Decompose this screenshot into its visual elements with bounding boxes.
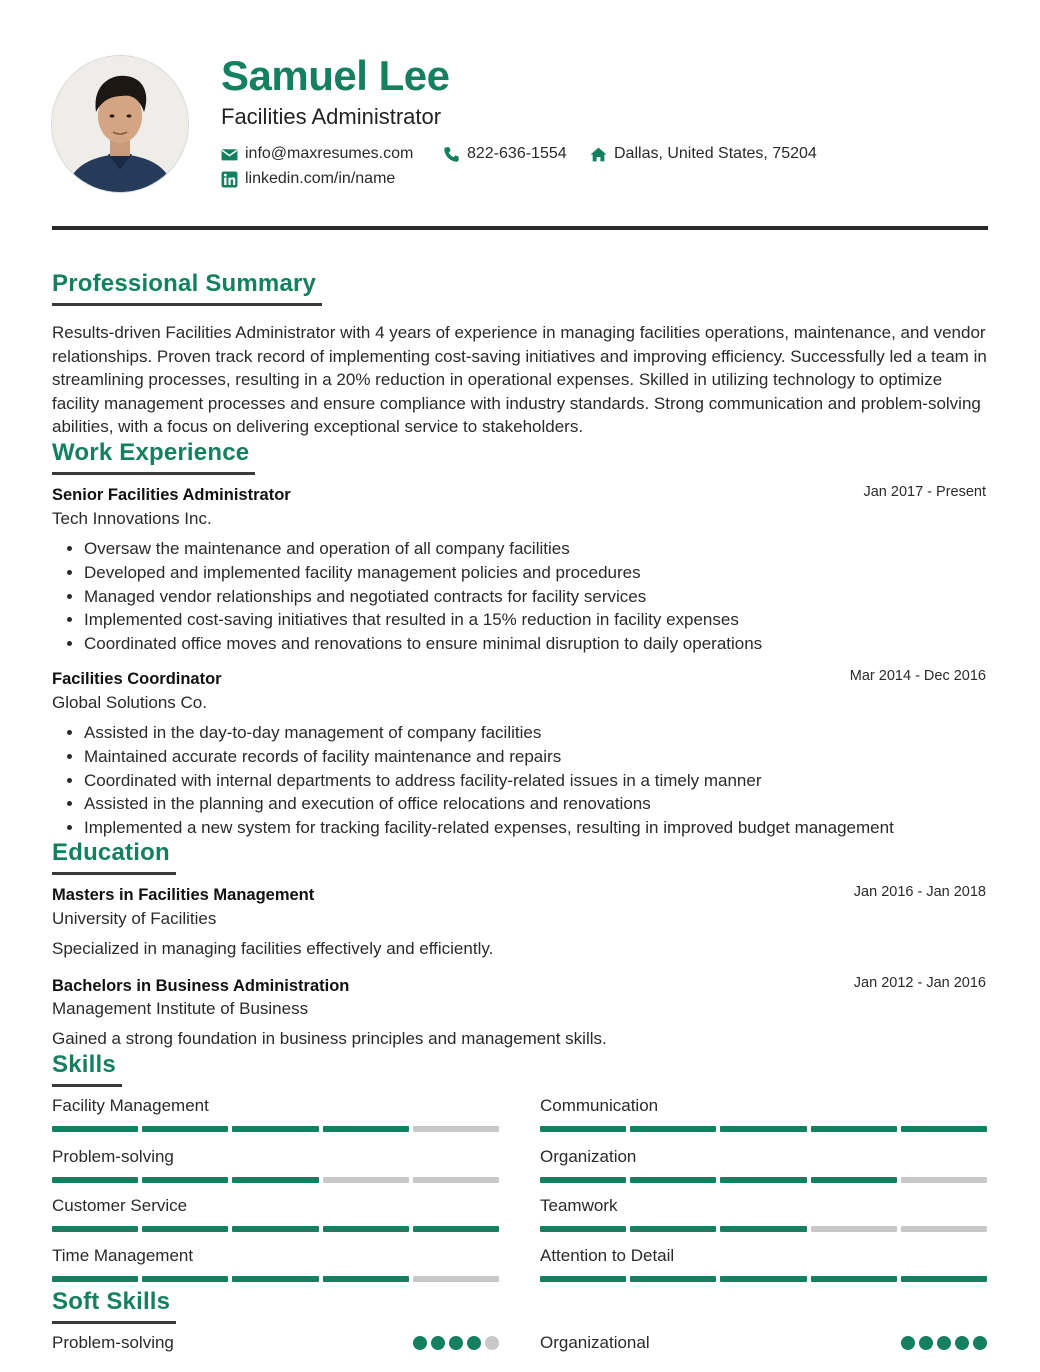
soft-skill-name: Problem-solving bbox=[52, 1333, 174, 1352]
rating-dot bbox=[413, 1336, 427, 1350]
rating-segment bbox=[52, 1177, 138, 1183]
soft-skill-rating-dots bbox=[413, 1336, 499, 1350]
rating-segment bbox=[540, 1177, 626, 1183]
job-bullets bbox=[52, 721, 1004, 840]
rating-segment bbox=[540, 1126, 626, 1132]
rating-dot bbox=[901, 1336, 915, 1350]
skills-heading-underline bbox=[52, 1084, 122, 1087]
list-item: • Maintained accurate records of facility maintenance and repairs bbox=[84, 745, 1004, 769]
rating-dot bbox=[449, 1336, 463, 1350]
experience-heading-underline bbox=[52, 472, 255, 475]
soft-skill-name: Organizational bbox=[540, 1333, 650, 1352]
skill-rating-bar bbox=[540, 1226, 987, 1232]
rating-segment bbox=[323, 1126, 409, 1132]
list-item: • Assisted in the planning and execution of office relocations and renovations bbox=[84, 792, 1004, 816]
summary-heading bbox=[52, 270, 316, 298]
skill-name: Communication bbox=[540, 1096, 659, 1115]
phone-contact[interactable] bbox=[443, 145, 567, 163]
rating-segment bbox=[232, 1126, 318, 1132]
rating-segment bbox=[52, 1226, 138, 1232]
job-company: Tech Innovations Inc. bbox=[52, 509, 212, 528]
location-contact bbox=[590, 145, 817, 163]
soft-skills-heading bbox=[52, 1288, 170, 1316]
degree-title: Bachelors in Business Administration bbox=[52, 977, 350, 995]
skill-rating-bar bbox=[540, 1126, 987, 1132]
rating-segment bbox=[413, 1126, 499, 1132]
job-title: Senior Facilities Administrator bbox=[52, 486, 291, 504]
experience-heading bbox=[52, 439, 249, 467]
skill-name: Problem-solving bbox=[52, 1147, 174, 1166]
rating-segment bbox=[720, 1276, 806, 1282]
skill-name: Facility Management bbox=[52, 1096, 209, 1115]
rating-dot bbox=[937, 1336, 951, 1350]
list-item: • Developed and implemented facility management policies and procedures bbox=[84, 561, 1004, 585]
skill-name: Organization bbox=[540, 1147, 637, 1166]
skills-heading-text: Skills bbox=[52, 1051, 116, 1078]
email-text[interactable]: info@maxresumes.com bbox=[245, 145, 414, 162]
summary-heading-underline bbox=[52, 303, 322, 306]
skill-rating-bar bbox=[52, 1226, 499, 1232]
candidate-name: Samuel Lee bbox=[221, 52, 450, 99]
degree-description: Specialized in managing facilities effectively and efficiently. bbox=[52, 939, 494, 958]
job-dates: Mar 2014 - Dec 2016 bbox=[849, 668, 986, 684]
rating-dot bbox=[919, 1336, 933, 1350]
education-heading-underline bbox=[52, 872, 176, 875]
list-item: • Coordinated office moves and renovations to ensure minimal disruption to daily operations bbox=[84, 632, 1004, 656]
rating-dot bbox=[955, 1336, 969, 1350]
rating-segment bbox=[901, 1276, 987, 1282]
rating-dot bbox=[973, 1336, 987, 1350]
rating-segment bbox=[720, 1177, 806, 1183]
rating-segment bbox=[323, 1226, 409, 1232]
list-item: • Managed vendor relationships and negotiated contracts for facility services bbox=[84, 585, 1004, 609]
summary-heading-text: Professional Summary bbox=[52, 270, 317, 297]
rating-segment bbox=[142, 1126, 228, 1132]
degree-description: Gained a strong foundation in business principles and management skills. bbox=[52, 1029, 607, 1048]
rating-dot bbox=[431, 1336, 445, 1350]
rating-segment bbox=[52, 1276, 138, 1282]
rating-segment bbox=[901, 1177, 987, 1183]
skill-rating-bar bbox=[540, 1177, 987, 1183]
summary-text: Results-driven Facilities Administrator with 4 years of experience in managing facilities operations, maintenance, and vendor relationships. Proven track record of implementing cost-saving initiatives and improving efficiency. Successfully led a team in streamlining processes, resulting in a 20% reduction in operational expenses. Skilled in utilizing technology to optimize facility management processes and ensure compliance with industry standards. Strong communication and problem-solving abilities, with a focus on delivering exceptional service to stakeholders. bbox=[52, 323, 987, 436]
skill-rating-bar bbox=[52, 1126, 499, 1132]
education-heading bbox=[52, 839, 170, 867]
skill-rating-bar bbox=[540, 1276, 987, 1282]
rating-segment bbox=[811, 1226, 897, 1232]
rating-segment bbox=[811, 1276, 897, 1282]
rating-segment bbox=[540, 1276, 626, 1282]
skill-name: Teamwork bbox=[540, 1196, 618, 1215]
list-item: • Coordinated with internal departments to address facility-related issues in a timely manner bbox=[84, 769, 1004, 793]
rating-segment bbox=[323, 1276, 409, 1282]
skill-name: Time Management bbox=[52, 1246, 194, 1265]
experience-heading-text: Work Experience bbox=[52, 439, 250, 466]
rating-segment bbox=[413, 1276, 499, 1282]
rating-segment bbox=[901, 1226, 987, 1232]
rating-segment bbox=[142, 1177, 228, 1183]
rating-segment bbox=[630, 1177, 716, 1183]
person-portrait-icon bbox=[52, 56, 188, 192]
skill-rating-bar bbox=[52, 1177, 499, 1183]
rating-segment bbox=[630, 1126, 716, 1132]
linkedin-contact[interactable] bbox=[221, 170, 395, 188]
job-title: Facilities Coordinator bbox=[52, 670, 222, 688]
phone-icon bbox=[443, 146, 460, 163]
phone-text[interactable]: 822-636-1554 bbox=[467, 145, 567, 162]
profile-photo bbox=[52, 56, 188, 192]
degree-dates: Jan 2016 - Jan 2018 bbox=[853, 884, 986, 900]
school-name: University of Facilities bbox=[52, 909, 217, 928]
skills-heading bbox=[52, 1051, 116, 1079]
rating-segment bbox=[540, 1226, 626, 1232]
soft-skill-rating-dots bbox=[901, 1336, 987, 1350]
rating-dot bbox=[485, 1336, 499, 1350]
rating-segment bbox=[720, 1226, 806, 1232]
soft-skills-heading-underline bbox=[52, 1321, 176, 1324]
rating-segment bbox=[901, 1126, 987, 1132]
job-bullets bbox=[52, 537, 1004, 656]
list-item: • Assisted in the day-to-day management of company facilities bbox=[84, 721, 1004, 745]
rating-segment bbox=[232, 1226, 318, 1232]
job-company: Global Solutions Co. bbox=[52, 693, 207, 712]
home-icon bbox=[590, 146, 607, 163]
linkedin-icon bbox=[221, 171, 238, 188]
rating-segment bbox=[720, 1126, 806, 1132]
envelope-icon bbox=[221, 146, 238, 163]
rating-segment bbox=[232, 1177, 318, 1183]
linkedin-text[interactable]: linkedin.com/in/name bbox=[245, 170, 396, 187]
skill-name: Attention to Detail bbox=[540, 1246, 675, 1265]
rating-segment bbox=[811, 1126, 897, 1132]
rating-segment bbox=[323, 1177, 409, 1183]
email-contact[interactable] bbox=[221, 145, 413, 163]
education-heading-text: Education bbox=[52, 839, 170, 866]
degree-title: Masters in Facilities Management bbox=[52, 886, 315, 904]
candidate-title: Facilities Administrator bbox=[221, 104, 442, 129]
list-item: • Implemented a new system for tracking facility-related expenses, resulting in improved budget management bbox=[84, 816, 1004, 840]
rating-segment bbox=[142, 1276, 228, 1282]
soft-skills-heading-text: Soft Skills bbox=[52, 1288, 171, 1315]
rating-segment bbox=[142, 1226, 228, 1232]
location-text: Dallas, United States, 75204 bbox=[614, 145, 817, 162]
rating-dot bbox=[467, 1336, 481, 1350]
job-dates: Jan 2017 - Present bbox=[863, 484, 986, 500]
rating-segment bbox=[52, 1126, 138, 1132]
rating-segment bbox=[413, 1177, 499, 1183]
skill-name: Customer Service bbox=[52, 1196, 188, 1215]
skill-rating-bar bbox=[52, 1276, 499, 1282]
rating-segment bbox=[630, 1226, 716, 1232]
list-item: • Oversaw the maintenance and operation of all company facilities bbox=[84, 537, 1004, 561]
header-divider bbox=[52, 226, 988, 230]
degree-dates: Jan 2012 - Jan 2016 bbox=[853, 975, 986, 991]
rating-segment bbox=[630, 1276, 716, 1282]
school-name: Management Institute of Business bbox=[52, 999, 309, 1018]
rating-segment bbox=[413, 1226, 499, 1232]
list-item: • Implemented cost-saving initiatives that resulted in a 15% reduction in facility expenses bbox=[84, 608, 1004, 632]
rating-segment bbox=[232, 1276, 318, 1282]
rating-segment bbox=[811, 1177, 897, 1183]
